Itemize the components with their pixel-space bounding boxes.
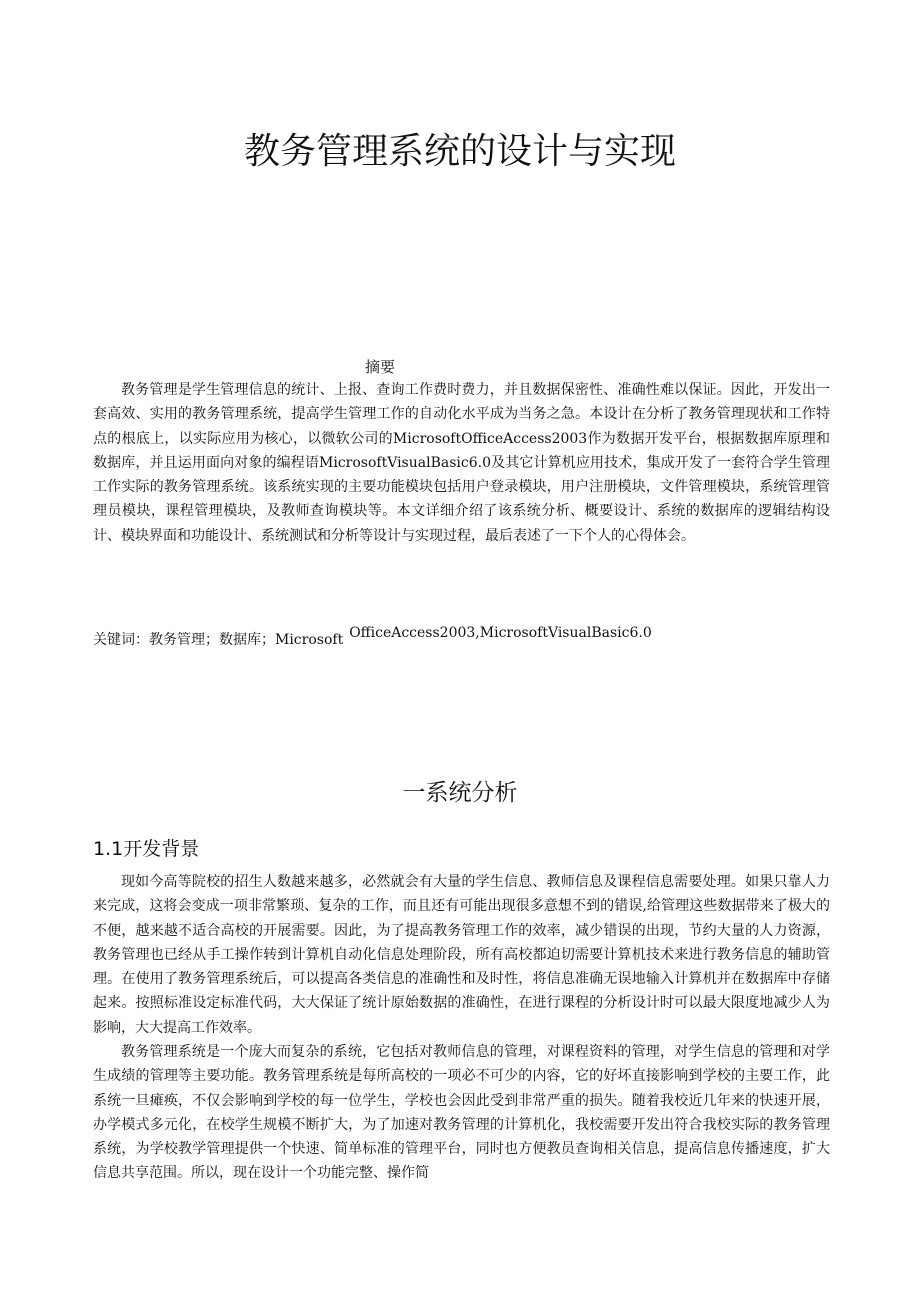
keywords-line (93, 625, 833, 652)
abstract-heading: 摘要 (364, 358, 395, 376)
body-paragraph: 现如今高等院校的招生人数越来越多，必然就会有大量的学生信息、教师信息及课程信息需要处理。如果只靠人力来完成，这将会变成一项非常繁琐、复杂的工作，而且还有可能出现很多意想不到的错误,给管理这些数据带来了极大的不便，越来越不适合高校的开展需要。因此，为了提高教务管理工作的效率，减少错误的出现，节约大量的人力资源，教务管理也已经从手工操作转到计算机自动化信息处理阶段，所有高校都迫切需要计算机技术来进行教务信息的辅助管理。在使用了教务管理系统后，可以提高各类信息的准确性和及时性，将信息准确无误地输入计算机并在数据库中存储起来。按照标准设定标准代码，大大保证了统计原始数据的准确性，在进行课程的分析设计时可以最大限度地减少人为影响，大大提高工作效率。 (93, 874, 830, 1036)
body-paragraph: 教务管理系统是一个庞大而复杂的系统，它包括对教师信息的管理，对课程资料的管理，对学生信息的管理和对学生成绩的管理等主要功能。教务管理系统是每所高校的一项必不可少的内容，它的好坏直接影响到学校的主要工作，此系统一旦瘫痪，不仅会影响到学校的每一位学生，学校也会因此受到非常严重的损失。随着我校近几年来的快速开展，办学模式多元化，在校学生规模不断扩大，为了加速对教务管理的计算机化，我校需要开发出符合我校实际的教务管理系统，为学校教学管理提供一个快速、简单标准的管理平台，同时也方便教员查询相关信息，提高信息传播速度，扩大信息共享范围。所以，现在设计一个功能完整、操作简 (93, 1044, 830, 1182)
keywords-second-part: OfficeAccess2003,MicrosoftVisualBasic6.0 (349, 625, 652, 641)
abstract-body: 教务管理是学生管理信息的统计、上报、查询工作费时费力，并且数据保密性、准确性难以保证。因此，开发出一套高效、实用的教务管理系统，提高学生管理工作的自动化水平成为当务之急。本设计在分析了教务管理现状和工作特点的根底上，以实际应用为核心，以微软公司的MicrosoftOfficeAccess2003作为数据开发平台，根据数据库原理和数据库，并且运用面向对象的编程语MicrosoftVisualBasic6.0及其它计算机应用技术，集成开发了一套符合学生管理工作实际的教务管理系统。该系统实现的主要功能模块包括用户登录模块，用户注册模块，文件管理模块，系统管理管理员模块，课程管理模块，及教师查询模块等。本文详细介绍了该系统分析、概要设计、系统的数据库的逻辑结构设计、模块界面和功能设计、系统测试和分析等设计与实现过程，最后表述了一下个人的心得体会。 (93, 382, 830, 544)
section-title: 一系统分析 (402, 780, 518, 806)
keywords-label: 关键词： (93, 632, 149, 648)
subsection-title: 1.1开发背景 (93, 838, 200, 860)
document-title: 教务管理系统的设计与实现 (243, 131, 676, 172)
keywords-first-part: 教务管理；数据库；Microsoft (149, 632, 344, 648)
